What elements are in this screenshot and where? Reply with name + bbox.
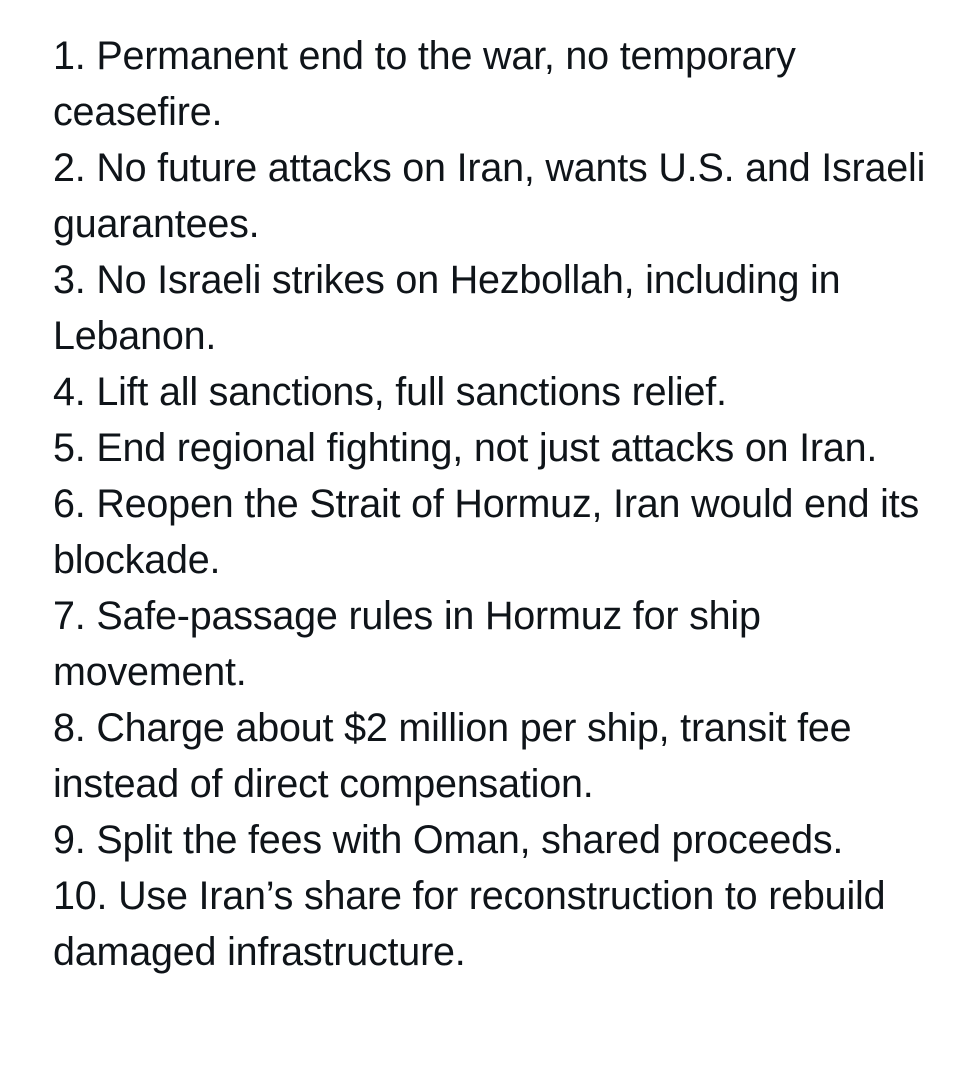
list-item-8: 8. Charge about $2 million per ship, transit fee instead of direct compensation.: [53, 706, 852, 806]
list-item-9: 9. Split the fees with Oman, shared proceeds.: [53, 818, 844, 862]
list-item-3: 3. No Israeli strikes on Hezbollah, including in Lebanon.: [53, 258, 841, 358]
list-item-10: 10. Use Iran’s share for reconstruction to rebuild damaged infrastructure.: [53, 874, 886, 974]
list-item-4: 4. Lift all sanctions, full sanctions relief.: [53, 370, 727, 414]
list-item-7: 7. Safe-passage rules in Hormuz for ship movement.: [53, 594, 761, 694]
list-item-5: 5. End regional fighting, not just attacks on Iran.: [53, 426, 878, 470]
list-item-6: 6. Reopen the Strait of Hormuz, Iran would end its blockade.: [53, 482, 920, 582]
list-item-1: 1. Permanent end to the war, no temporary ceasefire.: [53, 34, 796, 134]
post-text: [53, 28, 933, 980]
list-item-2: 2. No future attacks on Iran, wants U.S. and Israeli guarantees.: [53, 146, 926, 246]
